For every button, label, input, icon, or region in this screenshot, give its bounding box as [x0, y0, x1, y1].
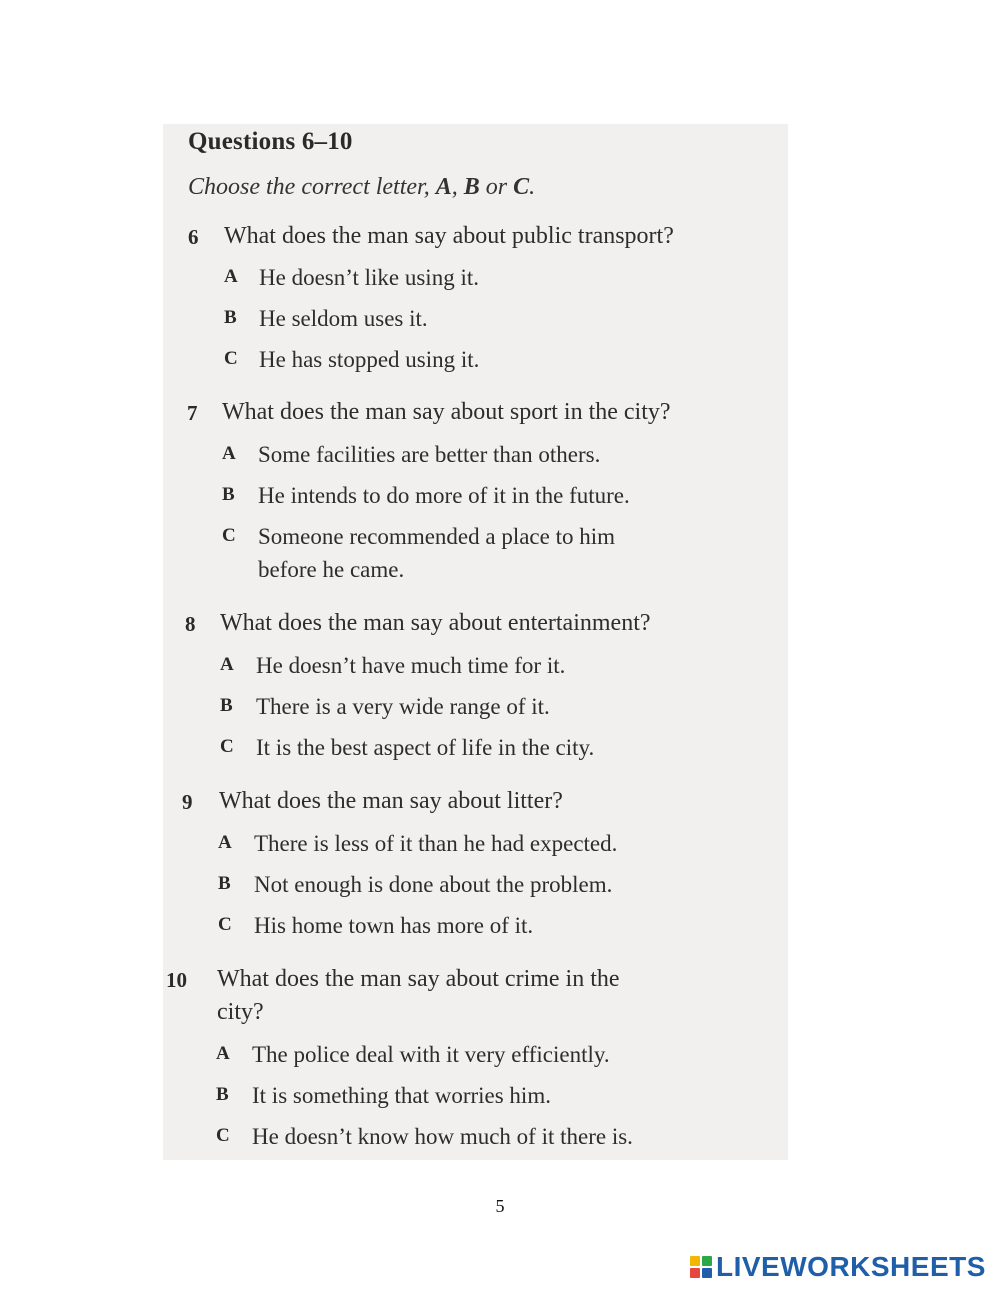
logo-square	[702, 1268, 712, 1278]
option-text: It is the best aspect of life in the city.	[256, 735, 595, 760]
option-letter: C	[220, 736, 234, 757]
logo-square	[690, 1256, 700, 1266]
option-letter: B	[216, 1084, 229, 1105]
question-number: 7	[187, 401, 198, 425]
option-letter: B	[220, 695, 233, 716]
question-text-continued: city?	[217, 999, 264, 1025]
option-text: He doesn’t like using it.	[259, 265, 479, 290]
option-letter: A	[216, 1043, 230, 1064]
instruction-letter-c: C	[513, 174, 530, 200]
page-number: 5	[495, 1196, 505, 1216]
option-letter: A	[222, 443, 236, 464]
section-heading: Questions 6–10	[188, 128, 353, 155]
option-text: He has stopped using it.	[259, 347, 480, 372]
liveworksheets-logo[interactable]	[690, 1252, 986, 1282]
option-text: He seldom uses it.	[259, 306, 428, 331]
instruction-sep: ,	[451, 174, 464, 200]
logo-grid-icon	[690, 1256, 712, 1278]
instruction-suffix: .	[529, 174, 536, 200]
question-text: What does the man say about crime in the	[217, 966, 620, 992]
option-text: He doesn’t have much time for it.	[256, 653, 566, 678]
option-letter: C	[218, 914, 232, 935]
option-text: Some facilities are better than others.	[258, 442, 601, 467]
question-text: What does the man say about entertainment?	[220, 610, 651, 636]
option-text: The police deal with it very efficiently.	[252, 1042, 610, 1067]
option-text: It is something that worries him.	[252, 1083, 551, 1108]
logo-text: LIVEWORKSHEETS	[716, 1251, 986, 1282]
option-letter: C	[224, 348, 238, 369]
instruction-sep: or	[479, 174, 514, 200]
option-text: There is less of it than he had expected.	[254, 831, 618, 856]
option-text: He intends to do more of it in the future.	[258, 483, 630, 508]
option-letter: C	[222, 525, 236, 546]
question-number: 6	[188, 225, 199, 249]
option-text: Someone recommended a place to him	[258, 524, 616, 549]
option-text: He doesn’t know how much of it there is.	[252, 1124, 633, 1149]
instruction	[188, 174, 535, 201]
option-text-continued: before he came.	[258, 557, 405, 582]
question-number: 9	[182, 790, 193, 814]
option-text: Not enough is done about the problem.	[254, 872, 613, 897]
option-letter: A	[220, 654, 234, 675]
question-text: What does the man say about public transport?	[224, 223, 674, 249]
instruction-letter-b: B	[463, 174, 480, 200]
logo-square	[702, 1256, 712, 1266]
option-letter: C	[216, 1125, 230, 1146]
logo-square	[690, 1268, 700, 1278]
option-letter: B	[222, 484, 235, 505]
question-text: What does the man say about litter?	[219, 788, 563, 814]
instruction-prefix: Choose the correct letter,	[188, 174, 436, 200]
option-letter: B	[224, 307, 237, 328]
option-text: There is a very wide range of it.	[256, 694, 550, 719]
question-number: 8	[185, 612, 196, 636]
option-letter: A	[218, 832, 232, 853]
option-text: His home town has more of it.	[254, 913, 534, 938]
option-letter: B	[218, 873, 231, 894]
option-letter: A	[224, 266, 238, 287]
instruction-letter-a: A	[435, 174, 452, 200]
question-text: What does the man say about sport in the city?	[222, 399, 671, 425]
question-number: 10	[166, 968, 187, 992]
